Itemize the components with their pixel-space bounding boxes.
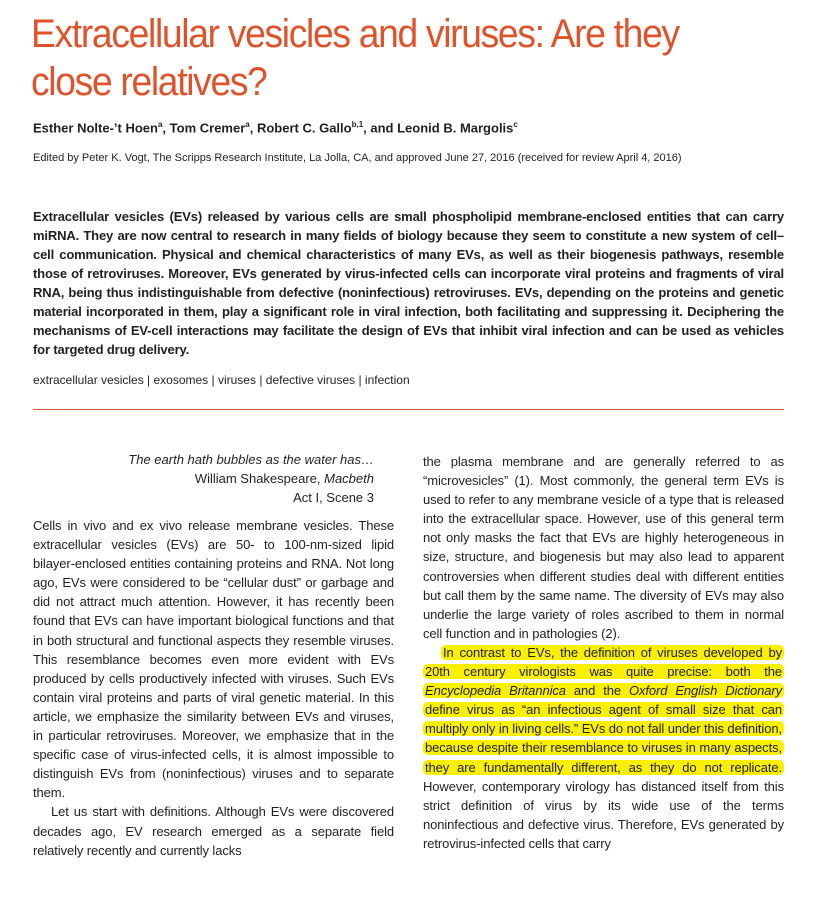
- body-paragraph: Cells in vivo and ex vivo release membrane vesicles. These extracellular vesicles (EVs) are 50- to 100-nm-sized lipid bilayer-enclosed entities containing proteins and RNA. Not long ago, EVs were considered to be “cellular dust” or garbage and did not attract much attention. However, it has recently been found that EVs can have important biological functions and that in both structural and functional aspects they resemble viruses. This resemblance becomes even more evident with EVs produced by cells productively infected with viruses. Such EVs contain viral proteins and parts of viral genetic material. In this article, we emphasize the similarity between EVs and viruses, in particular retroviruses. Moreover, we emphasize that in the specific case of virus-infected cells, it is almost impossible to distinguish EVs from (noninfectious) viruses and to separate them.: [33, 518, 394, 801]
- editorial-note: Edited by Peter K. Vogt, The Scripps Research Institute, La Jolla, CA, and approved June 27, 2016 (received for review April 4, 2016): [33, 152, 682, 164]
- body-text-segment: However, contemporary virology has distanced itself from this strict definition of virus by its wide use of the terms noninfectious and defective virus. Therefore, EVs generated by retrovirus-infected cells that carry: [423, 778, 784, 851]
- highlighted-text[interactable]: [423, 645, 784, 775]
- epigraph-author: William Shakespeare,: [194, 471, 325, 486]
- body-column-left: [33, 516, 394, 860]
- author-separator: ,: [249, 120, 257, 136]
- epigraph: [33, 450, 374, 507]
- epigraph-location: Act I, Scene 3: [293, 490, 374, 505]
- author-affiliation: a: [157, 120, 163, 129]
- author-affiliation: c: [513, 120, 518, 129]
- body-paragraph: [423, 643, 784, 853]
- author-name: Tom Cremer: [169, 120, 246, 136]
- author-list: [33, 120, 518, 135]
- highlight-segment: Oxford English Dictionary: [628, 683, 783, 699]
- author-separator: , and: [363, 120, 398, 136]
- highlight-segment: define virus as “an infectious agent of small size that can multiply only in living cells.” EVs do not fall under this definition, because despite their resemblance to viruses in many aspects, they are fundamentally different, as they do not replicate.: [425, 702, 782, 775]
- body-column-right: [423, 452, 784, 853]
- keywords: extracellular vesicles | exosomes | viruses | defective viruses | infection: [33, 373, 410, 387]
- author-affiliation: a: [245, 120, 250, 129]
- abstract: Extracellular vesicles (EVs) released by various cells are small phospholipid membrane-enclosed entities that can carry miRNA. They are now central to research in many fields of biology because they seem to constitute a new system of cell–cell communication. Physical and chemical characteristics of many EVs, as well as their biogenesis pathways, resemble those of retroviruses. Moreover, EVs generated by virus-infected cells can incorporate viral proteins and fragments of viral RNA, being thus indistinguishable from defective (noninfectious) retroviruses. EVs, depending on the proteins and genetic material incorporated in them, play a significant role in viral infection, both facilitating and suppressing it. Deciphering the mechanisms of EV-cell interactions may facilitate the design of EVs that inhibit viral infection and can be used as vehicles for targeted drug delivery.: [33, 209, 784, 357]
- author-affiliation: b,1: [351, 120, 364, 129]
- highlight-segment: In contrast to EVs, the definition of viruses developed by 20th century virologists was quite precise: both the: [425, 644, 782, 680]
- author-name: Leonid B. Margolis: [397, 120, 514, 136]
- highlight-segment: and the: [565, 683, 629, 699]
- epigraph-quote: The earth hath bubbles as the water has…: [128, 452, 374, 467]
- author-separator: ,: [162, 120, 170, 136]
- article-title: Extracellular vesicles and viruses: Are they close relatives?: [31, 12, 679, 104]
- highlight-segment: Encyclopedia Britannica: [425, 683, 566, 699]
- section-divider: [33, 409, 784, 410]
- body-paragraph: the plasma membrane and are generally referred to as “microvesicles” (1). Most commonly, the general term EVs is used to refer to any membrane vesicle of a type that is released into the extracellular space. However, use of this general term not only masks the fact that EVs are highly heterogeneous in size, structure, and biogenesis but may also lead to apparent controversies when different studies deal with different entities but call them by the same name. The diversity of EVs may also underlie the large variety of roles ascribed to them in normal cell function and in pathologies (2).: [423, 454, 784, 641]
- epigraph-attribution: [33, 469, 374, 488]
- body-paragraph: Let us start with definitions. Although EVs were discovered decades ago, EV research emerged as a separate field relatively recently and currently lacks: [33, 804, 394, 858]
- author-name: Esther Nolte-’t Hoen: [33, 120, 158, 136]
- author-name: Robert C. Gallo: [256, 120, 352, 136]
- epigraph-work: Macbeth: [324, 471, 374, 486]
